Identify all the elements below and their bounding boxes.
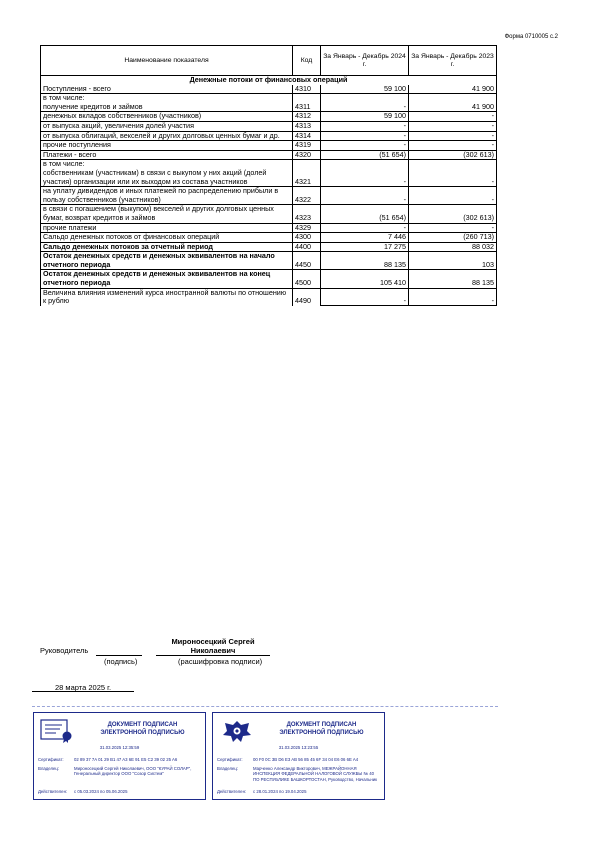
stamp-2-valid-label: Действителен:: [217, 789, 247, 794]
stamp-1-timestamp: 31.03.2025 12:35:59: [99, 745, 140, 750]
stamp-1-cert: 02 89 37 7A 01 29 B1 47 A3 6E 91 E5 C2 39 02 25 A6: [74, 757, 178, 762]
header-period-current: За Январь - Декабрь 2024 г.: [321, 46, 409, 76]
section-title: Денежные потоки от финансовых операций: [41, 76, 497, 85]
certificate-icon: [40, 719, 76, 743]
cell-code: 4320: [293, 150, 321, 160]
stamp-2-timestamp: 31.03.2025 13:23:55: [278, 745, 319, 750]
header-name: Наименование показателя: [41, 46, 293, 76]
cell-indicator: денежных вкладов собственников (участников): [41, 112, 293, 122]
stamp-2-title: ДОКУМЕНТ ПОДПИСАН ЭЛЕКТРОННОЙ ПОДПИСЬЮ: [279, 722, 364, 736]
cell-value-2024: 7 446: [321, 233, 409, 243]
table-header-row: [41, 46, 497, 76]
cell-value-2024: -: [321, 288, 409, 306]
cell-indicator: Остаток денежных средств и денежных эквивалентов на начало отчетного периода: [41, 252, 293, 270]
cell-indicator: Поступления - всего: [41, 85, 293, 94]
table-row: [41, 141, 497, 151]
stamp-2-owner: Марченко Александр Викторович, МЕЖРАЙОННАЯ ИНСПЕКЦИЯ ФЕДЕРАЛЬНОЙ НАЛОГОВОЙ СЛУЖБЫ № 40 ПО РЕСПУБЛИКЕ БАШКОРТОСТАН, Руководство, Начальник: [253, 766, 378, 782]
signature-date: 28 марта 2025 г.: [55, 683, 112, 692]
stamp-1-owner: Мироносецкий Сергей Николаевич, ООО "КУРАЙ СОЛАР", Генеральный директор ООО "Созор Систем": [74, 766, 192, 777]
cell-indicator: от выпуска облигаций, векселей и других долговых ценных бумаг и др.: [41, 131, 293, 141]
cell-code: 4323: [293, 205, 321, 223]
cell-value-2023: -: [409, 112, 497, 122]
cell-indicator: собственникам (участникам) в связи с выкупом у них акций (долей участия) организации или их выходом из состава участников: [41, 169, 293, 187]
stamp-1-title: ДОКУМЕНТ ПОДПИСАН ЭЛЕКТРОННОЙ ПОДПИСЬЮ: [100, 722, 185, 736]
cell-code: 4310: [293, 85, 321, 94]
header-period-prev: За Январь - Декабрь 2023 г.: [409, 46, 497, 76]
form-code: Форма 0710005 с.2: [504, 34, 558, 40]
table-row: [41, 252, 497, 270]
cell-indicator: получение кредитов и займов: [41, 103, 293, 112]
cell-value-2023: -: [409, 288, 497, 306]
cell-value-2024: -: [321, 103, 409, 112]
cell-value-2023: -: [409, 169, 497, 187]
table-row: [41, 85, 497, 94]
signature-name-line2: Николаевич: [190, 646, 236, 655]
cell-indicator: в связи с погашением (выкупом) векселей и других долговых ценных бумаг, возврат кредитов и займов: [41, 205, 293, 223]
decode-line: [156, 655, 270, 656]
cell-code: 4319: [293, 141, 321, 151]
cell-value-2024: [321, 94, 409, 103]
stamp-1-valid: с 05.03.2024 по 05.06.2025: [74, 789, 128, 794]
cell-indicator: в том числе:: [41, 94, 293, 103]
cell-indicator: Платежи - всего: [41, 150, 293, 160]
table-row: [41, 121, 497, 131]
signature-name-line1: Мироносецкий Сергей: [171, 637, 255, 646]
cell-code: 4329: [293, 223, 321, 233]
cell-code: 4322: [293, 187, 321, 205]
cell-value-2023: -: [409, 223, 497, 233]
table-row: [41, 150, 497, 160]
cell-value-2023: (302 613): [409, 150, 497, 160]
cell-indicator: прочие платежи: [41, 223, 293, 233]
table-row: [41, 187, 497, 205]
tax-service-emblem-icon: [219, 719, 255, 743]
cell-value-2024: 59 100: [321, 85, 409, 94]
signature-name: [156, 637, 270, 655]
stamp-2-cert: 00 F0 0C 3B D6 E3 AB 56 85 45 6F 34 04 E6 06 6E A4: [253, 757, 359, 762]
stamp-2-cert-label: Сертификат:: [217, 757, 243, 762]
cell-value-2023: 41 900: [409, 85, 497, 94]
cell-value-2024: -: [321, 187, 409, 205]
cell-indicator: Сальдо денежных потоков за отчетный период: [41, 242, 293, 252]
table-row: [41, 169, 497, 187]
cell-code: 4400: [293, 242, 321, 252]
cell-indicator: Сальдо денежных потоков от финансовых операций: [41, 233, 293, 243]
stamp-1-valid-label: Действителен:: [38, 789, 68, 794]
cell-code: 4311: [293, 103, 321, 112]
stamp-2-owner-label: Владелец:: [217, 766, 239, 771]
cell-value-2024: -: [321, 131, 409, 141]
cell-value-2023: [409, 160, 497, 169]
stamp-1-cert-label: Сертификат:: [38, 757, 64, 762]
decode-caption: (расшифровка подписи): [178, 657, 263, 666]
cell-value-2024: -: [321, 223, 409, 233]
e-signature-stamp-2: [212, 712, 385, 800]
table-row: [41, 270, 497, 288]
cell-value-2024: 17 275: [321, 242, 409, 252]
cell-code: 4313: [293, 121, 321, 131]
cash-flow-table: [40, 45, 497, 306]
cell-indicator: на уплату дивидендов и иных платежей по распределению прибыли в пользу собственников (участников): [41, 187, 293, 205]
cell-code: 4300: [293, 233, 321, 243]
cell-code: 4314: [293, 131, 321, 141]
cell-value-2023: 103: [409, 252, 497, 270]
cell-code: 4450: [293, 252, 321, 270]
cell-value-2024: -: [321, 169, 409, 187]
cell-value-2023: -: [409, 131, 497, 141]
cell-value-2024: -: [321, 141, 409, 151]
cell-code: 4321: [293, 169, 321, 187]
table-row: [41, 288, 497, 306]
stamp-2-valid: с 28.01.2024 по 19.04.2025: [253, 789, 307, 794]
header-code: Код: [293, 46, 321, 76]
cell-indicator: Величина влияния изменений курса иностранной валюты по отношению к рублю: [41, 288, 293, 306]
signature-role: Руководитель: [40, 646, 89, 655]
cell-value-2024: 59 100: [321, 112, 409, 122]
cell-value-2024: [321, 160, 409, 169]
cell-value-2024: -: [321, 121, 409, 131]
signature-caption: (подпись): [104, 657, 138, 666]
cell-indicator: прочие поступления: [41, 141, 293, 151]
cell-value-2024: 105 410: [321, 270, 409, 288]
cell-value-2024: (51 654): [321, 205, 409, 223]
cell-value-2023: -: [409, 121, 497, 131]
cell-value-2023: 88 032: [409, 242, 497, 252]
cell-code: 4500: [293, 270, 321, 288]
e-signature-stamp-1: [33, 712, 206, 800]
cell-code: [293, 160, 321, 169]
stamp-separator: [32, 706, 498, 707]
cell-code: 4312: [293, 112, 321, 122]
cell-code: 4490: [293, 288, 321, 306]
date-line: [32, 691, 134, 692]
cell-indicator: в том числе:: [41, 160, 293, 169]
cell-indicator: от выпуска акций, увеличения долей участия: [41, 121, 293, 131]
cell-value-2024: (51 654): [321, 150, 409, 160]
cell-indicator: Остаток денежных средств и денежных эквивалентов на конец отчетного периода: [41, 270, 293, 288]
signature-line: [96, 655, 142, 656]
cell-value-2023: 88 135: [409, 270, 497, 288]
table-row: [41, 233, 497, 243]
stamp-1-owner-label: Владелец:: [38, 766, 60, 771]
cell-value-2023: -: [409, 141, 497, 151]
cell-value-2023: -: [409, 187, 497, 205]
cell-value-2023: 41 900: [409, 103, 497, 112]
cell-value-2023: (302 613): [409, 205, 497, 223]
table-row: [41, 205, 497, 223]
cell-value-2023: (260 713): [409, 233, 497, 243]
cell-value-2024: 88 135: [321, 252, 409, 270]
